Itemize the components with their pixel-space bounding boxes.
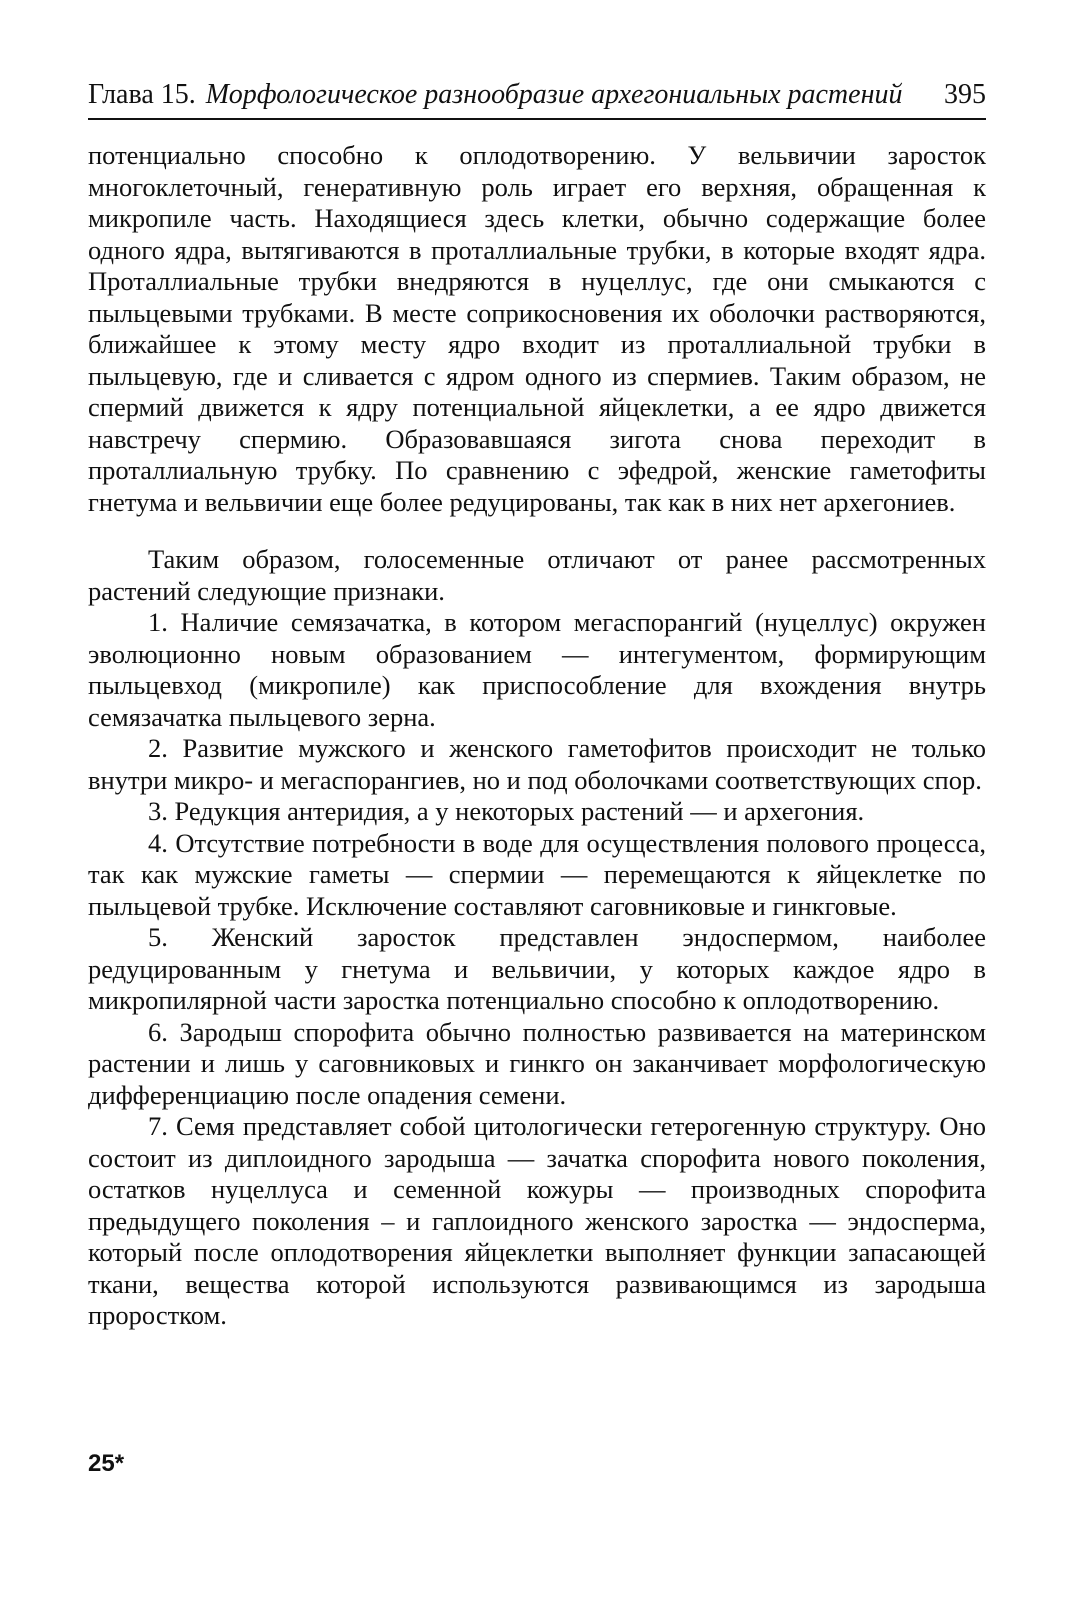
list-item-6: 6. Зародыш спорофита обычно полностью развивается на материнском растении и лишь у саговниковых и гинкго он заканчивает морфологическую дифференциацию после опадения семени.: [88, 1016, 986, 1110]
list-item-7: 7. Семя представляет собой цитологически гетерогенную структуру. Оно состоит из диплоидного зародыша — зачатка спорофита нового поколения, остатков нуцеллуса и семенной кожуры — производных спорофита предыдущего поколения – и гаплоидного женского заростка — эндосперма, который после оплодотворения яйцеклетки выполняет функции запасающей ткани, вещества которой используются развивающимся из зародыша проростком.: [88, 1111, 986, 1330]
list-item-1: 1. Наличие семязачатка, в котором мегаспорангий (нуцеллус) окружен эволюционно новым образованием — интегументом, формирующим пыльцевход (микропиле) как приспособление для вхождения внутрь семязачатка пыльцевого зерна.: [88, 607, 986, 732]
page-number: 395: [944, 79, 986, 110]
body-text: [88, 140, 986, 1332]
header-divider: [88, 118, 986, 120]
running-header: [88, 78, 986, 112]
chapter-heading: [88, 78, 902, 112]
list-item-3: 3. Редукция антеридия, а у некоторых растений — и архегония.: [148, 796, 865, 826]
list-item-4: 4. Отсутствие потребности в воде для осуществления полового процесса, так как мужские гаметы — спермии — перемещаются к яйцеклетке по пыльцевой трубке. Исключение составляют саговниковые и гинкговые.: [88, 827, 986, 921]
chapter-label: Глава 15.: [88, 79, 196, 110]
chapter-title: Морфологическое разнообразие архегониальных растений: [205, 79, 903, 110]
list-item-5: 5. Женский заросток представлен эндоспермом, наиболее редуцированным у гнетума и вельвичии, у которых каждое ядро в микропилярной части заростка потенциально способно к оплодотворению.: [88, 922, 986, 1015]
printer-signature: 25*: [88, 1450, 125, 1477]
paragraph-intro: Таким образом, голосеменные отличают от ранее рассмотренных растений следующие признаки.: [88, 544, 986, 606]
list-item-2: 2. Развитие мужского и женского гаметофитов происходит не только внутри микро- и мегаспорангиев, но и под оболочками соответствующих спор.: [88, 733, 986, 795]
paragraph-continuation: потенциально способно к оплодотворению. У вельвичии заросток многоклеточный, генеративную роль играет его верхняя, обращенная к микропиле часть. Находящиеся здесь клетки, обычно содержащие более одного ядра, вытягиваются в проталлиальные трубки, в которые входят ядра. Проталлиальные трубки внедряются в нуцеллус, где они смыкаются с пыльцевыми трубками. В месте соприкосновения их оболочки растворяются, ближайшее к этому месту ядро входит из проталлиальной трубки в пыльцевую, где и сливается с ядром одного из спермиев. Таким образом, не спермий движется к ядру потенциальной яйцеклетки, а ее ядро движется навстречу спермию. Образовавшаяся зигота снова переходит в проталлиальную трубку. По сравнению с эфедрой, женские гаметофиты гнетума и вельвичии еще более редуцированы, так как в них нет архегониев.: [88, 140, 986, 517]
